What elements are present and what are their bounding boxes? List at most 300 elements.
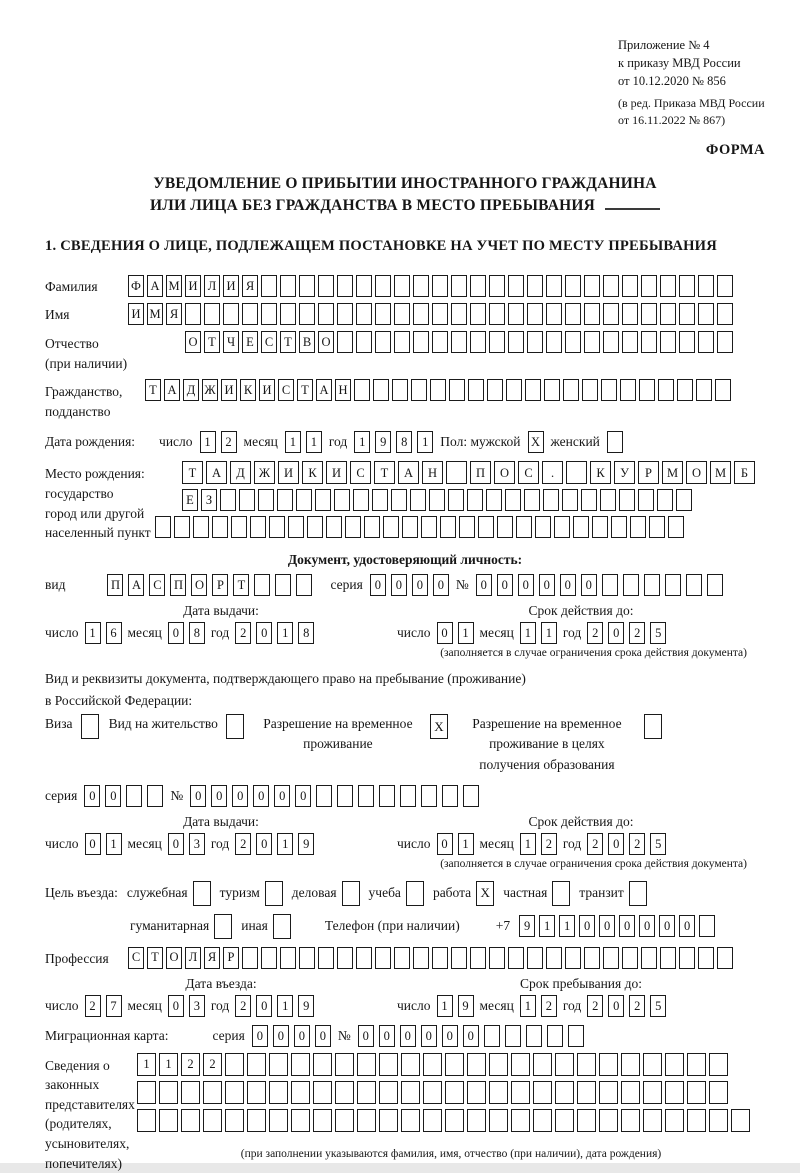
- char-cell: [203, 1081, 222, 1104]
- char-cell: [546, 331, 562, 353]
- residence-series-boxes: [84, 785, 163, 807]
- migration-card-row: [45, 1025, 765, 1047]
- char-cell: [445, 1081, 464, 1104]
- char-cell: [657, 489, 673, 511]
- char-cell: [668, 516, 684, 538]
- issue-date-heading: Дата выдачи:: [183, 602, 259, 618]
- study-checkbox: [406, 881, 424, 906]
- char-cell: [546, 275, 562, 297]
- representatives-row3-boxes: [137, 1109, 765, 1132]
- char-cell: [649, 516, 665, 538]
- char-cell: [621, 1109, 640, 1132]
- entry-purpose-label: Цель въезда:: [45, 884, 118, 900]
- char-cell: 0: [190, 785, 206, 807]
- char-cell: 1: [159, 1053, 178, 1076]
- char-cell: [225, 1081, 244, 1104]
- option-temp-residence-education: Разрешение на временное проживание в целях получения образования: [458, 714, 662, 775]
- char-cell: [505, 1025, 521, 1047]
- char-cell: [698, 275, 714, 297]
- char-cell: [247, 1053, 266, 1076]
- char-cell: 1: [200, 431, 216, 453]
- char-cell: [679, 275, 695, 297]
- char-cell: С: [128, 947, 144, 969]
- char-cell: [137, 1081, 156, 1104]
- char-cell: [486, 489, 502, 511]
- phone-boxes: [519, 915, 715, 937]
- char-cell: [709, 1081, 728, 1104]
- char-cell: [660, 303, 676, 325]
- char-cell: [313, 1081, 332, 1104]
- char-cell: [364, 516, 380, 538]
- checkbox-cell: [273, 914, 291, 939]
- char-cell: [440, 516, 456, 538]
- char-cell: О: [318, 331, 334, 353]
- char-cell: [696, 379, 712, 401]
- char-cell: И: [259, 379, 275, 401]
- char-cell: [603, 331, 619, 353]
- char-cell: [497, 516, 513, 538]
- char-cell: [449, 379, 465, 401]
- doc-series-label: серия: [330, 576, 363, 592]
- char-cell: [223, 303, 239, 325]
- patronymic-boxes: [185, 331, 733, 353]
- char-cell: [639, 379, 655, 401]
- char-cell: [291, 1053, 310, 1076]
- valid-until-group: [397, 602, 765, 644]
- document-title: [45, 173, 765, 218]
- char-cell: [687, 1081, 706, 1104]
- checkbox-cell: [265, 881, 283, 906]
- char-cell: [478, 516, 494, 538]
- identity-doc-dates: [45, 602, 765, 644]
- char-cell: [527, 275, 543, 297]
- char-cell: [584, 275, 600, 297]
- char-cell: К: [240, 379, 256, 401]
- char-cell: [679, 947, 695, 969]
- char-cell: [676, 489, 692, 511]
- checkbox-cell: [226, 714, 244, 739]
- residence-series-label: серия: [45, 787, 78, 803]
- char-cell: 0: [84, 785, 100, 807]
- char-cell: 0: [168, 995, 184, 1017]
- char-cell: [565, 947, 581, 969]
- char-cell: 0: [659, 915, 675, 937]
- char-cell: [261, 303, 277, 325]
- char-cell: 0: [85, 833, 101, 855]
- char-cell: [383, 516, 399, 538]
- char-cell: 0: [560, 574, 576, 596]
- checkbox-cell: [552, 881, 570, 906]
- char-cell: А: [398, 461, 419, 484]
- char-cell: [225, 1109, 244, 1132]
- char-cell: [242, 947, 258, 969]
- char-cell: И: [223, 275, 239, 297]
- char-cell: 0: [463, 1025, 479, 1047]
- char-cell: 0: [608, 995, 624, 1017]
- residence-doc-line2: в Российской Федерации:: [45, 692, 193, 708]
- char-cell: [641, 331, 657, 353]
- char-cell: [619, 489, 635, 511]
- migration-series-label: серия: [212, 1027, 245, 1043]
- char-cell: [622, 947, 638, 969]
- char-cell: 1: [277, 833, 293, 855]
- char-cell: [392, 379, 408, 401]
- char-cell: .: [542, 461, 563, 484]
- char-cell: 1: [306, 431, 322, 453]
- char-cell: [621, 1053, 640, 1076]
- char-cell: [484, 1025, 500, 1047]
- migration-card-label: Миграционная карта:: [45, 1027, 169, 1043]
- purpose-other: иная: [241, 914, 291, 939]
- char-cell: [242, 303, 258, 325]
- appendix-line: Приложение № 4: [618, 38, 710, 52]
- char-cell: Т: [204, 331, 220, 353]
- char-cell: 2: [541, 833, 557, 855]
- char-cell: О: [494, 461, 515, 484]
- residence-number-boxes: [190, 785, 479, 807]
- char-cell: [577, 1053, 596, 1076]
- char-cell: [315, 489, 331, 511]
- char-cell: [582, 379, 598, 401]
- entry-date-group: Дата въезда: число 2 7 месяц 0 3 год 2 0 1 9: [45, 975, 397, 1017]
- char-cell: 3: [189, 833, 205, 855]
- char-cell: [318, 947, 334, 969]
- char-cell: 3: [189, 995, 205, 1017]
- purpose-work: работа X: [433, 881, 494, 906]
- patronymic-row: [45, 331, 765, 373]
- char-cell: [489, 1109, 508, 1132]
- char-cell: [467, 1053, 486, 1076]
- char-cell: [413, 331, 429, 353]
- char-cell: [643, 1109, 662, 1132]
- char-cell: 2: [221, 431, 237, 453]
- stay-month-boxes: [520, 995, 557, 1017]
- char-cell: 2: [629, 833, 645, 855]
- given-name-row: [45, 303, 765, 325]
- char-cell: Д: [230, 461, 251, 484]
- char-cell: [451, 275, 467, 297]
- checkbox-cell: X: [476, 881, 494, 906]
- checkbox-cell: [629, 881, 647, 906]
- char-cell: [563, 379, 579, 401]
- char-cell: [555, 1053, 574, 1076]
- char-cell: [445, 1109, 464, 1132]
- char-cell: [400, 785, 416, 807]
- profession-row: [45, 947, 765, 969]
- char-cell: [231, 516, 247, 538]
- option-visa: Виза: [45, 714, 99, 739]
- char-cell: Т: [374, 461, 395, 484]
- char-cell: [296, 574, 312, 596]
- char-cell: П: [170, 574, 186, 596]
- char-cell: 1: [520, 833, 536, 855]
- char-cell: [707, 574, 723, 596]
- surname-boxes: [128, 275, 733, 297]
- title-line-1: УВЕДОМЛЕНИЕ О ПРИБЫТИИ ИНОСТРАННОГО ГРАЖДАНИНА: [153, 174, 657, 192]
- char-cell: [203, 1109, 222, 1132]
- char-cell: [717, 947, 733, 969]
- char-cell: Я: [204, 947, 220, 969]
- char-cell: [709, 1109, 728, 1132]
- char-cell: [401, 1081, 420, 1104]
- char-cell: [533, 1109, 552, 1132]
- char-cell: [527, 947, 543, 969]
- char-cell: [459, 516, 475, 538]
- char-cell: [470, 275, 486, 297]
- representatives-row2-boxes: [137, 1081, 765, 1104]
- char-cell: Ч: [223, 331, 239, 353]
- char-cell: [622, 331, 638, 353]
- char-cell: [326, 516, 342, 538]
- char-cell: [622, 275, 638, 297]
- char-cell: 9: [458, 995, 474, 1017]
- char-cell: 5: [650, 622, 666, 644]
- char-cell: 1: [137, 1053, 156, 1076]
- char-cell: 2: [587, 622, 603, 644]
- birth-place-row: [45, 461, 765, 542]
- char-cell: 0: [497, 574, 513, 596]
- char-cell: 0: [679, 915, 695, 937]
- valid-month-boxes: [520, 622, 557, 644]
- char-cell: [220, 489, 236, 511]
- char-cell: 1: [539, 915, 555, 937]
- char-cell: 2: [587, 833, 603, 855]
- profession-label: Профессия: [45, 950, 109, 966]
- char-cell: [391, 489, 407, 511]
- char-cell: [489, 947, 505, 969]
- char-cell: [602, 574, 618, 596]
- birth-place-row1-boxes: [182, 461, 755, 484]
- char-cell: А: [128, 574, 144, 596]
- title-line-2: ИЛИ ЛИЦА БЕЗ ГРАЖДАНСТВА В МЕСТО ПРЕБЫВАНИЯ: [45, 195, 765, 217]
- char-cell: [316, 785, 332, 807]
- stay-until-heading: Срок пребывания до:: [520, 975, 642, 991]
- char-cell: 0: [421, 1025, 437, 1047]
- char-cell: [508, 947, 524, 969]
- char-cell: П: [470, 461, 491, 484]
- residence-issue-day-boxes: [85, 833, 122, 855]
- day-label: число: [159, 434, 193, 450]
- char-cell: [137, 1109, 156, 1132]
- purpose-humanitarian: гуманитарная: [130, 914, 232, 939]
- residence-issue-month-boxes: [168, 833, 205, 855]
- purpose-study: учеба: [369, 881, 424, 906]
- char-cell: 0: [294, 1025, 310, 1047]
- char-cell: О: [185, 331, 201, 353]
- char-cell: [159, 1081, 178, 1104]
- purpose-official: служебная: [127, 881, 211, 906]
- char-cell: 0: [442, 1025, 458, 1047]
- char-cell: 2: [235, 995, 251, 1017]
- issue-date-line: число 1 6 месяц 0 8 год 2 0 1 8: [45, 622, 397, 644]
- char-cell: 2: [181, 1053, 200, 1076]
- doc-number-label: №: [455, 576, 469, 592]
- char-cell: [269, 1109, 288, 1132]
- char-cell: [516, 516, 532, 538]
- char-cell: [577, 1081, 596, 1104]
- char-cell: [717, 303, 733, 325]
- migration-number-label: №: [337, 1027, 351, 1043]
- valid-until-line: число 0 1 месяц 1 1 год 2 0 2 5: [397, 622, 765, 644]
- char-cell: 5: [650, 833, 666, 855]
- residence-doc-line1: Вид и реквизиты документа, подтверждающего право на пребывание (проживание): [45, 670, 526, 686]
- char-cell: У: [614, 461, 635, 484]
- char-cell: [448, 489, 464, 511]
- entry-year-boxes: [235, 995, 314, 1017]
- char-cell: 0: [232, 785, 248, 807]
- char-cell: [665, 1053, 684, 1076]
- char-cell: Е: [182, 489, 198, 511]
- representatives-row1-boxes: [137, 1053, 765, 1076]
- char-cell: [375, 275, 391, 297]
- char-cell: [508, 275, 524, 297]
- char-cell: Т: [145, 379, 161, 401]
- char-cell: 8: [189, 622, 205, 644]
- char-cell: [489, 275, 505, 297]
- business-checkbox: [342, 881, 360, 906]
- char-cell: [467, 1081, 486, 1104]
- char-cell: [658, 379, 674, 401]
- given-name-boxes: [128, 303, 733, 325]
- char-cell: [584, 303, 600, 325]
- char-cell: М: [662, 461, 683, 484]
- char-cell: [432, 331, 448, 353]
- char-cell: [687, 1053, 706, 1076]
- char-cell: [394, 303, 410, 325]
- birth-month-boxes: [285, 431, 322, 453]
- char-cell: [698, 303, 714, 325]
- work-checkbox: [476, 881, 494, 906]
- stay-until-group: Срок пребывания до: число 1 9 месяц 1 2 год 2 0 2 5: [397, 975, 765, 1017]
- char-cell: [487, 379, 503, 401]
- char-cell: [373, 379, 389, 401]
- char-cell: [566, 461, 587, 484]
- identity-doc-heading: Документ, удостоверяющий личность:: [287, 551, 523, 567]
- representatives-note: (при заполнении указываются фамилия, имя, отчество (при наличии), дата рождения): [240, 1147, 662, 1160]
- char-cell: [280, 303, 296, 325]
- char-cell: [401, 1109, 420, 1132]
- char-cell: [147, 785, 163, 807]
- char-cell: [375, 303, 391, 325]
- identity-doc-row: [45, 574, 765, 596]
- char-cell: [603, 947, 619, 969]
- char-cell: [394, 947, 410, 969]
- char-cell: 9: [519, 915, 535, 937]
- char-cell: [665, 1081, 684, 1104]
- char-cell: [421, 785, 437, 807]
- char-cell: [337, 785, 353, 807]
- char-cell: [623, 574, 639, 596]
- char-cell: В: [299, 331, 315, 353]
- char-cell: [181, 1081, 200, 1104]
- char-cell: 0: [400, 1025, 416, 1047]
- option-temp-residence: Разрешение на временное проживание X: [254, 714, 448, 755]
- char-cell: [467, 1109, 486, 1132]
- char-cell: [524, 489, 540, 511]
- valid-until-heading: Срок действия до:: [528, 602, 634, 618]
- char-cell: О: [191, 574, 207, 596]
- char-cell: 2: [85, 995, 101, 1017]
- char-cell: [155, 516, 171, 538]
- char-cell: [463, 785, 479, 807]
- birth-day-boxes: [200, 431, 237, 453]
- temp-residence-education-checkbox: [644, 714, 662, 739]
- char-cell: О: [166, 947, 182, 969]
- char-cell: С: [518, 461, 539, 484]
- section1-heading: 1. СВЕДЕНИЯ О ЛИЦЕ, ПОДЛЕЖАЩЕМ ПОСТАНОВКЕ НА УЧЕТ ПО МЕСТУ ПРЕБЫВАНИЯ: [45, 238, 717, 255]
- char-cell: [581, 489, 597, 511]
- char-cell: [489, 303, 505, 325]
- private-checkbox: [552, 881, 570, 906]
- char-cell: 9: [375, 431, 391, 453]
- char-cell: Е: [242, 331, 258, 353]
- citizenship-row: [45, 379, 765, 421]
- char-cell: 1: [437, 995, 453, 1017]
- char-cell: [225, 1053, 244, 1076]
- char-cell: [470, 331, 486, 353]
- char-cell: [410, 489, 426, 511]
- residence-valid-year-boxes: [587, 833, 666, 855]
- char-cell: М: [166, 275, 182, 297]
- char-cell: Р: [638, 461, 659, 484]
- patronymic-label: Отчество (при наличии): [45, 336, 128, 371]
- representatives-row: [45, 1053, 765, 1173]
- char-cell: [337, 331, 353, 353]
- char-cell: [573, 516, 589, 538]
- sex-female-label: женский: [550, 434, 600, 450]
- char-cell: [394, 331, 410, 353]
- char-cell: [717, 275, 733, 297]
- char-cell: [698, 947, 714, 969]
- char-cell: [291, 1109, 310, 1132]
- char-cell: [313, 1109, 332, 1132]
- char-cell: 1: [417, 431, 433, 453]
- char-cell: О: [686, 461, 707, 484]
- residence-number-label: №: [170, 787, 184, 803]
- char-cell: [555, 1081, 574, 1104]
- char-cell: [379, 785, 395, 807]
- char-cell: 8: [298, 622, 314, 644]
- char-cell: 0: [608, 833, 624, 855]
- char-cell: С: [149, 574, 165, 596]
- char-cell: 0: [370, 574, 386, 596]
- char-cell: [621, 1081, 640, 1104]
- char-cell: [526, 1025, 542, 1047]
- char-cell: [620, 379, 636, 401]
- char-cell: [357, 1081, 376, 1104]
- char-cell: 6: [106, 622, 122, 644]
- char-cell: [603, 303, 619, 325]
- entry-purpose-row1: [45, 881, 765, 906]
- char-cell: [313, 1053, 332, 1076]
- char-cell: [318, 275, 334, 297]
- birth-place-boxes: [155, 461, 755, 538]
- char-cell: И: [185, 275, 201, 297]
- citizenship-label: Гражданство, подданство: [45, 384, 123, 419]
- char-cell: 0: [639, 915, 655, 937]
- char-cell: [318, 303, 334, 325]
- char-cell: 2: [235, 833, 251, 855]
- char-cell: Т: [297, 379, 313, 401]
- sex-male-checkbox: [528, 431, 544, 453]
- char-cell: [641, 947, 657, 969]
- char-cell: [432, 947, 448, 969]
- char-cell: 0: [295, 785, 311, 807]
- issue-month-boxes: [168, 622, 205, 644]
- char-cell: [535, 516, 551, 538]
- residence-series-row: [45, 785, 765, 807]
- checkbox-cell: X: [430, 714, 448, 739]
